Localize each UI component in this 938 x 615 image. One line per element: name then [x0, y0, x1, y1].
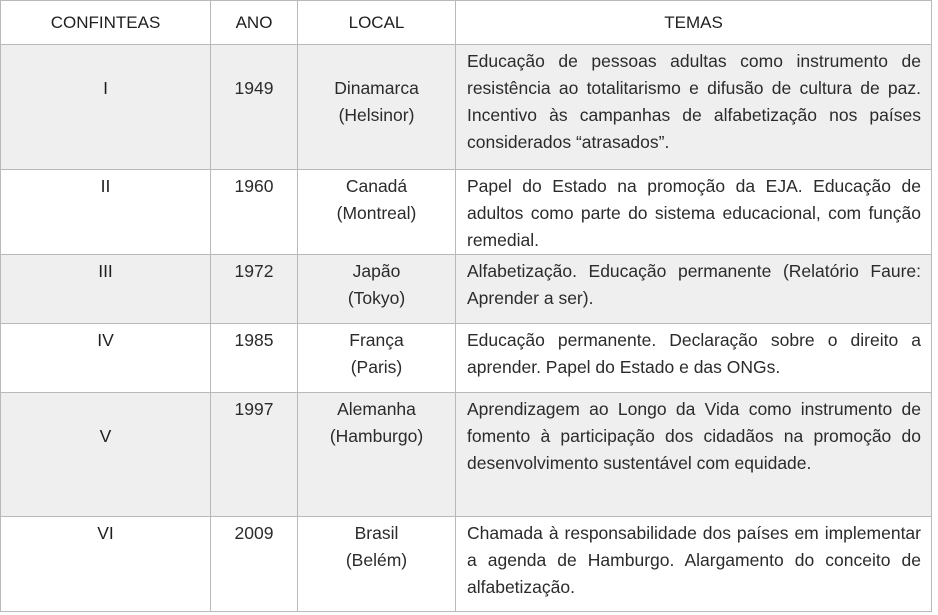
row-temas: Chamada à responsabilidade dos países em implementar a agenda de Hamburgo. Alargamento do conceito de alfabetização.	[456, 517, 932, 612]
local-city: (Hamburgo)	[329, 426, 424, 446]
row-ano: 1960	[211, 170, 298, 255]
table-row	[1, 170, 932, 255]
local-city: (Montreal)	[336, 203, 417, 223]
row-local	[298, 170, 456, 255]
local-country: Brasil	[354, 523, 399, 543]
table-row	[1, 393, 932, 517]
row-temas: Papel do Estado na promoção da EJA. Educação de adultos como parte do sistema educacional, com função remedial.	[456, 170, 932, 255]
local-country: Dinamarca	[334, 78, 419, 98]
row-numeral: VI	[1, 517, 211, 612]
local-city: (Paris)	[350, 357, 403, 377]
row-ano: 1949	[211, 45, 298, 170]
row-local	[298, 45, 456, 170]
local-country: Canadá	[345, 176, 408, 196]
table-row	[1, 45, 932, 170]
row-temas: Educação permanente. Declaração sobre o direito a aprender. Papel do Estado e das ONGs.	[456, 324, 932, 393]
header-row	[1, 1, 932, 45]
row-numeral: III	[1, 255, 211, 324]
table-row	[1, 255, 932, 324]
header-ano: ANO	[211, 1, 298, 45]
row-numeral: V	[1, 393, 211, 517]
local-country: França	[349, 330, 404, 350]
row-ano: 1985	[211, 324, 298, 393]
row-temas: Alfabetização. Educação permanente (Relatório Faure: Aprender a ser).	[456, 255, 932, 324]
local-country: Alemanha	[337, 399, 416, 419]
row-numeral: I	[1, 45, 211, 170]
row-temas: Educação de pessoas adultas como instrumento de resistência ao totalitarismo e difusão de cultura de paz. Incentivo às campanhas de alfabetização nos países considerados “atrasados”.	[456, 45, 932, 170]
row-temas: Aprendizagem ao Longo da Vida como instrumento de fomento à participação dos cidadãos na promoção do desenvolvimento sustentável com equidade.	[456, 393, 932, 517]
header-local: LOCAL	[298, 1, 456, 45]
row-ano: 2009	[211, 517, 298, 612]
header-temas: TEMAS	[456, 1, 932, 45]
row-ano: 1972	[211, 255, 298, 324]
local-city: (Belém)	[345, 550, 408, 570]
row-local	[298, 255, 456, 324]
header-confinteas: CONFINTEAS	[1, 1, 211, 45]
row-numeral: IV	[1, 324, 211, 393]
table-row	[1, 324, 932, 393]
local-country: Japão	[352, 261, 401, 281]
row-local	[298, 517, 456, 612]
row-local	[298, 324, 456, 393]
local-city: (Helsinor)	[338, 105, 415, 125]
row-ano: 1997	[211, 393, 298, 517]
row-numeral: II	[1, 170, 211, 255]
table-header	[1, 1, 932, 45]
local-city: (Tokyo)	[347, 288, 406, 308]
row-local	[298, 393, 456, 517]
table-row	[1, 517, 932, 612]
